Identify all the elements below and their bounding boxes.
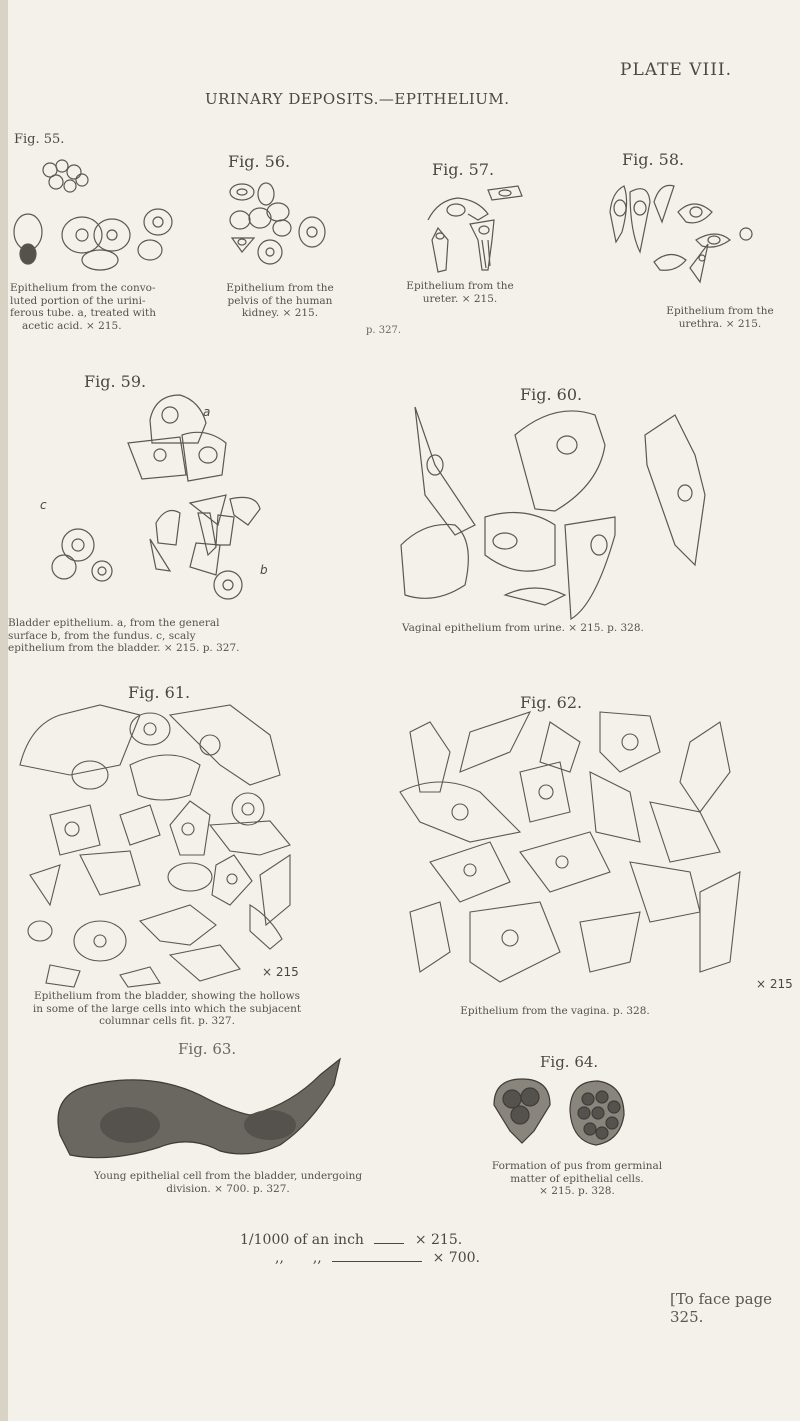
fig-61-illustration (20, 705, 310, 985)
caption-line: acetic acid. × 215. (22, 319, 122, 332)
fig-61-label: Fig. 61. (128, 683, 191, 702)
caption-line: columnar cells fit. p. 327. (99, 1015, 235, 1027)
fig-58-caption (640, 305, 800, 330)
fig-62-illustration (400, 712, 750, 992)
caption-line: Epithelium from the convo- (10, 282, 156, 294)
fig-61-caption (2, 990, 332, 1028)
scale-line-1 (240, 1232, 462, 1248)
fig-60-label: Fig. 60. (520, 385, 583, 404)
caption-line: kidney. × 215. (241, 307, 319, 319)
caption-line: Epithelium from the (406, 280, 514, 292)
caption-line: urethra. × 215. (678, 317, 762, 330)
fig-56-caption (205, 282, 355, 320)
fig-63-label: Fig. 63. (178, 1040, 237, 1058)
caption-line: epithelium from the bladder. × 215. p. 327. (8, 642, 240, 654)
scale-bar-short (374, 1235, 404, 1244)
fig-62-magnification: × 215 (756, 977, 793, 991)
fig-55-label: Fig. 55. (14, 132, 65, 147)
scale-mag-700: × 700. (432, 1250, 480, 1266)
fig-62-caption (435, 1005, 675, 1018)
caption-line: Epithelium from the bladder, showing the hollows (34, 990, 300, 1002)
fig-64-caption (462, 1160, 692, 1198)
fig-58-label: Fig. 58. (622, 150, 685, 169)
caption-line: pelvis of the human (227, 294, 333, 307)
caption-line: luted portion of the urini- (10, 294, 146, 307)
fig-59-label: Fig. 59. (84, 372, 147, 391)
fig-59-illustration (30, 395, 280, 610)
fig-55-illustration (10, 150, 190, 280)
fig-64-illustration (490, 1075, 630, 1155)
plate-label: PLATE VIII. (620, 60, 733, 80)
caption-line: ferous tube. a, treated with (10, 307, 156, 319)
fig-56-illustration (212, 180, 342, 280)
fig-60-caption (402, 622, 792, 635)
fig-59-letter-a: a (203, 405, 211, 419)
fig-59-letter-c: c (40, 498, 47, 512)
fig-57-label: Fig. 57. (432, 160, 495, 179)
caption-line: Bladder epithelium. a, from the general (8, 617, 220, 629)
fig-58-illustration (590, 172, 770, 292)
caption-line: in some of the large cells into which the subjacent (32, 1002, 302, 1015)
caption-line: Epithelium from the (226, 282, 334, 294)
fig-56-label: Fig. 56. (228, 152, 291, 171)
caption-line: × 215. p. 328. (539, 1185, 615, 1197)
page-ref-56-57: p. 327. (366, 325, 402, 336)
caption-line: division. × 700. p. 327. (166, 1182, 290, 1195)
fig-64-label: Fig. 64. (540, 1053, 599, 1071)
caption-line: Epithelium from the vagina. p. 328. (460, 1005, 650, 1017)
caption-line: surface b, from the fundus. c, scaly (8, 629, 196, 642)
fig-62-label: Fig. 62. (520, 693, 583, 712)
fig-59-letter-b: b (260, 563, 268, 577)
fig-59-caption (8, 617, 298, 655)
ditto-mark: ,, (275, 1250, 284, 1266)
plate-title: URINARY DEPOSITS.—EPITHELIUM. (205, 90, 510, 108)
fig-61-magnification: × 215 (262, 965, 299, 979)
ditto-mark: ,, (312, 1250, 322, 1266)
caption-line: matter of epithelial cells. (510, 1172, 644, 1185)
dividing-cell-shape (58, 1059, 340, 1158)
caption-line: Formation of pus from germinal (491, 1160, 663, 1172)
caption-line: Epithelium from the (666, 305, 774, 317)
scale-bar-long (332, 1253, 422, 1262)
caption-line: Vaginal epithelium from urine. × 215. p. 328. (402, 622, 644, 634)
fig-57-caption (395, 280, 525, 305)
binding-edge (0, 0, 8, 1421)
scale-mag-215: × 215. (414, 1232, 463, 1248)
scale-line-2 (275, 1250, 480, 1266)
caption-line: ureter. × 215. (422, 292, 498, 305)
caption-line: Young epithelial cell from the bladder, undergoing (93, 1170, 363, 1182)
fig-63-illustration (50, 1055, 350, 1165)
fig-57-illustration (408, 180, 548, 280)
scale-unit-label: 1/1000 of an inch (240, 1232, 364, 1248)
facing-page-note: [To face page 325. (670, 1290, 773, 1326)
fig-55-caption (10, 282, 192, 332)
fig-63-caption (78, 1170, 378, 1195)
fig-60-illustration (395, 405, 725, 620)
